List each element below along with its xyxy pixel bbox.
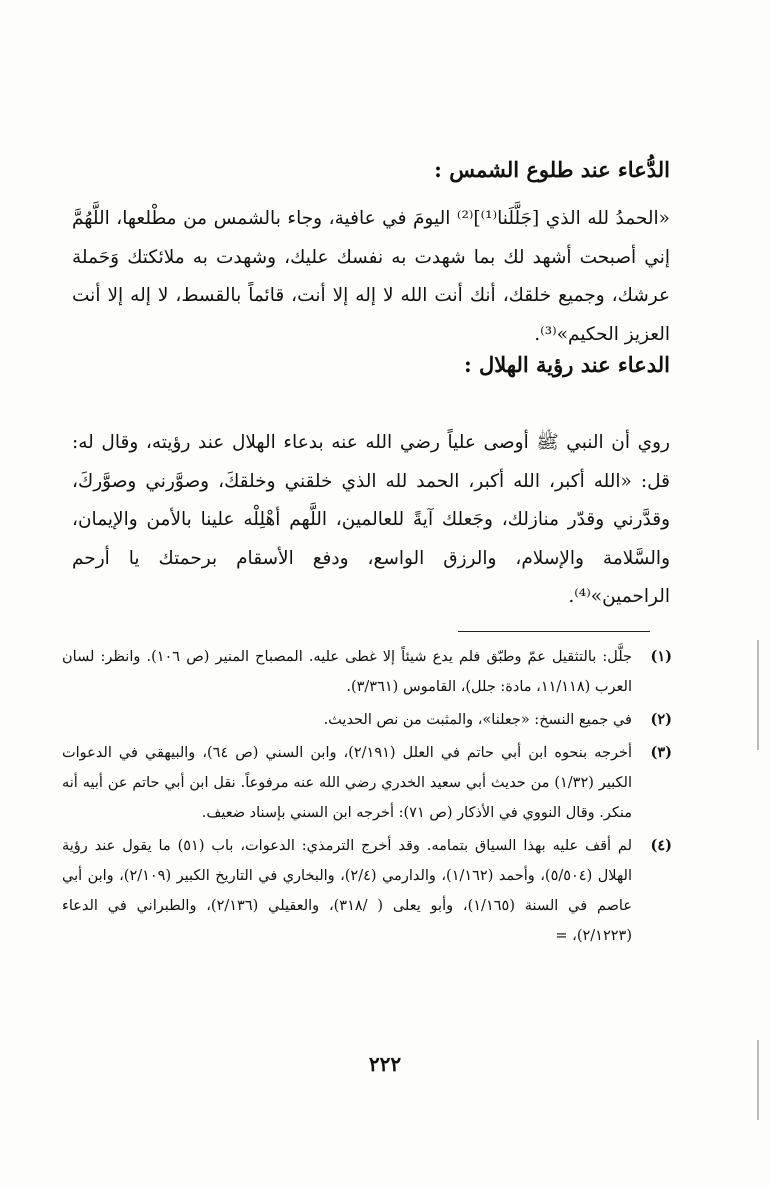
page-number: ٢٢٢ [368, 1052, 402, 1076]
footnotes [62, 642, 672, 954]
section-heading-sunrise: الدُّعاء عند طلوع الشمس : [434, 157, 670, 182]
footnote [62, 642, 672, 702]
page-edge-shadow [757, 640, 759, 750]
footnote [62, 705, 672, 735]
paragraph-crescent-prayer: روي أن النبي ﷺ أوصى علياً رضي الله عنه بدعاء الهلال عند رؤيته، وقال له: قل: «الله أكبر، الله أكبر، الحمد لله الذي خلقني وخلقكَ، وصوَّرني وصوَّركَ، وقدَّرني وقدّر منازلك، وجَعلك آيةً للعالمين، اللَّهم أهْلِلْه علينا بالأمن والإيمان، والسَّلامة والإسلام، والرزق الواسع، ودفع الأسقام برحمتك يا أرحم الراحمين»⁽⁴⁾. [72, 432, 670, 607]
footnote-text: لم أقف عليه بهذا السياق بتمامه. وقد أخرج الترمذي: الدعوات، باب (٥١) ما يقول عند رؤية الهلال (٥/٥٠٤)، وأحمد (١/١٦٢)، والدارمي (٢/٤)، والبخاري في التاريخ الكبير (٢/١٠٩)، وابن أبي عاصم في السنة (١/١٦٥)، وأبو يعلى ( /٣١٨)، والعقيلي (٢/١٣٦)، والطبراني في الدعاء (٢/١٢٢٣)، = [62, 838, 633, 944]
footnote [62, 738, 672, 828]
section-body-crescent [72, 424, 670, 617]
footnote-number: (١) [650, 648, 672, 665]
page-edge-shadow [757, 1040, 759, 1120]
footnote-text: أخرجه بنحوه ابن أبي حاتم في العلل (٢/١٩١)، وابن السني (ص ٦٤)، والبيهقي في الدعوات الكبير (١/٣٢) من حديث أبي سعيد الخدري رضي الله عنه مرفوعاً. نقل ابن أبي حاتم عن أبيه أنه منكر. وقال النووي في الأذكار (ص ٧١): أخرجه ابن السني بإسناد ضعيف. [62, 745, 632, 821]
footnote-number: (٣) [650, 744, 672, 761]
footnote [62, 831, 672, 951]
footnote-text: جلَّل: بالتثقيل عمّ وطبّق فلم يدع شيئاً إلا غطى عليه. المصباح المنير (ص ١٠٦). وانظر: لسان العرب (١١/١١٨، مادة: جلل)، القاموس (٣/٣٦١). [62, 649, 632, 695]
section-heading-crescent: الدعاء عند رؤية الهلال : [463, 352, 670, 377]
paragraph-sunrise-prayer: «الحمدُ لله الذي [جَلَّلَنا⁽¹⁾]⁽²⁾ اليومَ في عافية، وجاء بالشمس من مطْلعها، اللَّهُمَّ إني أصبحت أشهد لك بما شهدت به نفسك عليك، وشهدت به ملائكتك وَحَملة عرشك، وجميع خلقك، أنك أنت الله لا إله إلا أنت، قائماً بالقسط، لا إله إلا أنت العزيز الحكيم»⁽³⁾. [72, 208, 670, 345]
section-body-sunrise [72, 200, 670, 354]
footnote-number: (٤) [650, 837, 672, 854]
footnote-divider [458, 631, 650, 632]
footnote-text: في جميع النسخ: «جعلنا»، والمثبت من نص الحديث. [323, 712, 632, 728]
footnote-number: (٢) [650, 711, 672, 728]
